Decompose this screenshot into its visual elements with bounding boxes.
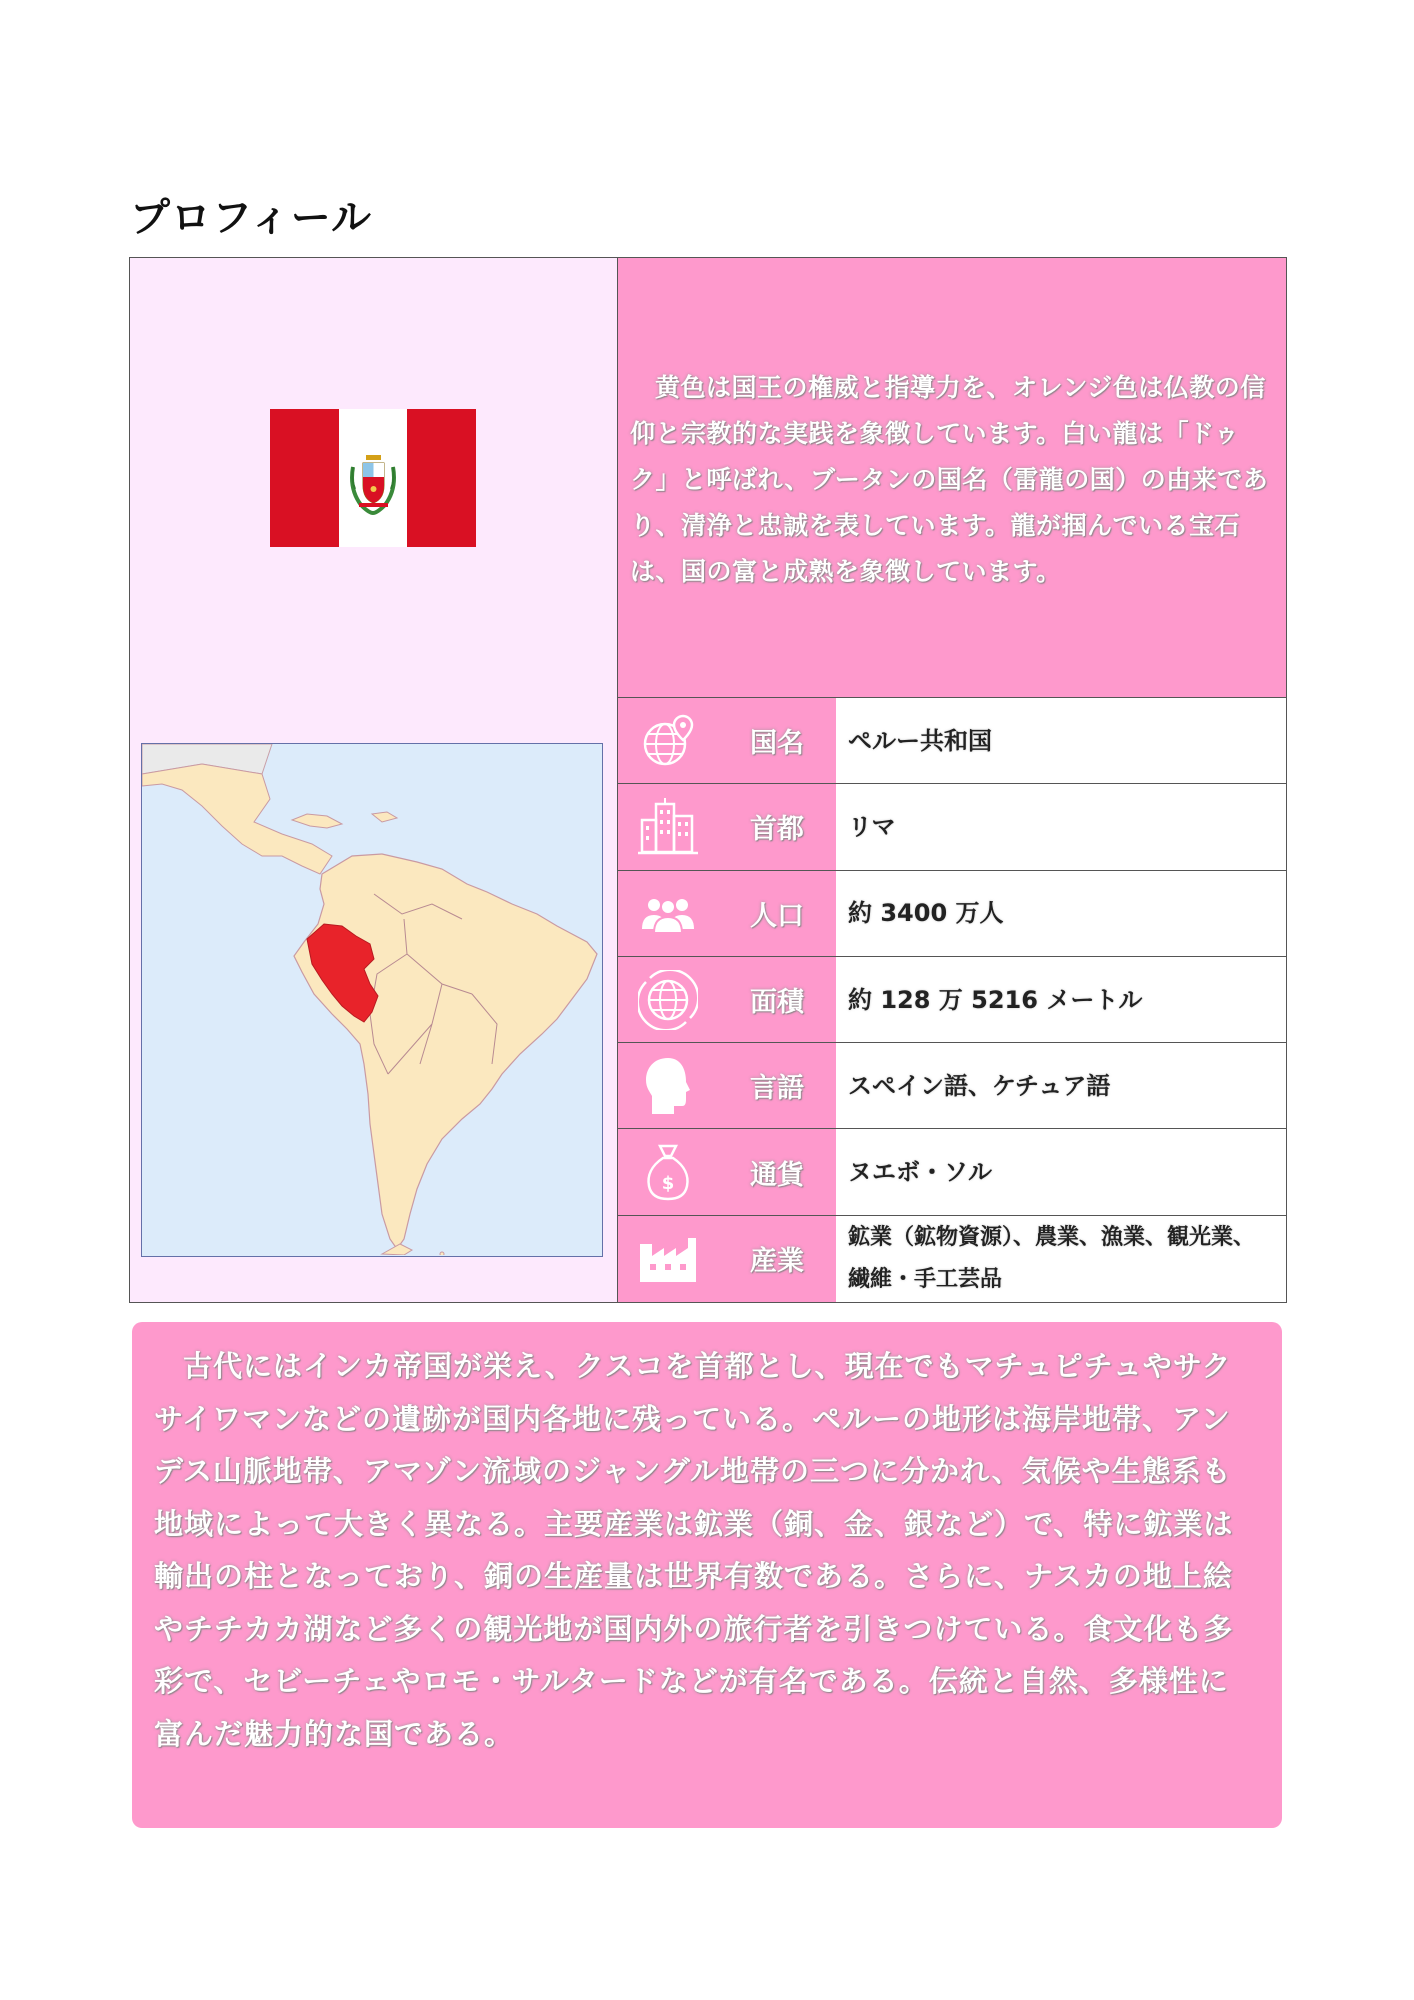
info-row-capital bbox=[618, 784, 1286, 870]
info-label: 首都 bbox=[718, 784, 836, 869]
profile-table bbox=[129, 257, 1287, 1303]
info-label: 面積 bbox=[718, 957, 836, 1042]
info-panel bbox=[618, 258, 1286, 1302]
flag-description-box bbox=[618, 258, 1286, 698]
info-value: リマ bbox=[836, 784, 1286, 869]
south-america-map bbox=[141, 743, 603, 1257]
globe-orbit-icon bbox=[638, 970, 698, 1030]
country-summary: 古代にはインカ帝国が栄え、クスコを首都とし、現在でもマチュピチュやサクサイワマンなどの遺跡が国内各地に残っている。ペルーの地形は海岸地帯、アンデス山脈地帯、アマゾン流域のジャングル地帯の三つに分かれ、気候や生態系も地域によって大きく異なる。主要産業は鉱業（銅、金、銀など）で、特に鉱業は輸出の柱となっており、銅の生産量は世界有数である。さらに、ナスカの地上絵やチチカカ湖など多くの観光地が国内外の旅行者を引きつけている。食文化も多彩で、セビーチェやロモ・サルタードなどが有名である。伝統と自然、多様性に富んだ魅力的な国である。 bbox=[154, 1349, 1234, 1751]
flag-description: 黄色は国王の権威と指導力を、オレンジ色は仏教の信仰と宗教的な実践を象徴しています。白い龍は「ドゥク」と呼ばれ、ブータンの国名（雷龍の国）の由来であり、清浄と忠誠を表しています。龍が掴んでいる宝石は、国の富と成熟を象徴しています。 bbox=[630, 373, 1269, 586]
flag-map-panel bbox=[130, 258, 618, 1302]
head-icon bbox=[642, 1056, 694, 1116]
factory-icon bbox=[638, 1234, 698, 1284]
country-summary-box bbox=[132, 1322, 1282, 1828]
info-value: スペイン語、ケチュア語 bbox=[836, 1043, 1286, 1128]
info-row-country-name bbox=[618, 698, 1286, 784]
people-icon bbox=[638, 893, 698, 933]
info-row-currency bbox=[618, 1129, 1286, 1215]
info-value: 約 128 万 5216 メートル bbox=[836, 957, 1286, 1042]
svg-text:$: $ bbox=[661, 1173, 675, 1195]
globe-pin-icon bbox=[639, 712, 697, 770]
money-bag-icon bbox=[645, 1142, 691, 1202]
info-value: 約 3400 万人 bbox=[836, 871, 1286, 956]
coat-of-arms-icon bbox=[339, 409, 408, 547]
info-value: 鉱業（鉱物資源）、農業、漁業、観光業、繊維・手工芸品 bbox=[836, 1216, 1286, 1302]
peru-flag bbox=[270, 409, 476, 547]
page-title: プロフィール bbox=[130, 195, 372, 241]
info-label: 通貨 bbox=[718, 1129, 836, 1214]
info-value: ヌエボ・ソル bbox=[836, 1129, 1286, 1214]
info-label: 産業 bbox=[718, 1216, 836, 1302]
buildings-icon bbox=[638, 798, 698, 856]
info-row-population bbox=[618, 871, 1286, 957]
info-label: 人口 bbox=[718, 871, 836, 956]
info-row-area bbox=[618, 957, 1286, 1043]
info-label: 言語 bbox=[718, 1043, 836, 1128]
info-value: ペルー共和国 bbox=[836, 698, 1286, 783]
info-table bbox=[618, 698, 1286, 1302]
info-row-language bbox=[618, 1043, 1286, 1129]
info-label: 国名 bbox=[718, 698, 836, 783]
info-row-industry bbox=[618, 1216, 1286, 1302]
